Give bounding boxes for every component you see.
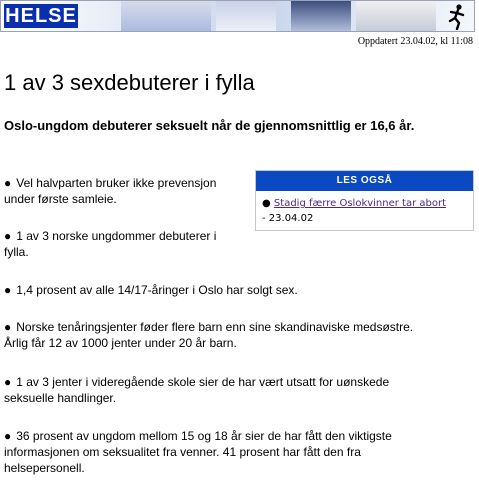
banner-photo [121,1,211,32]
list-item: ● Norske tenåringsjenter føder flere barn enn sine skandinaviske medsøstre. Årlig får 12 av 1000 jenter under 20 år barn. [4,320,414,350]
list-item: ● 1 av 3 jenter i videregående skole sier de har vært utsatt for uønskede seksuelle handlinger. [4,375,390,405]
related-article-link[interactable]: Stadig færre Oslokvinner tar abort [273,198,447,209]
page-title: 1 av 3 sexdebuterer i fylla [4,70,255,95]
bullet-icon: ● [4,283,12,297]
related-article-date: - 23.04.02 [262,213,314,224]
list-item: ● Vel halvparten bruker ikke prevensjon under første samleie. [4,176,217,206]
bullet-icon: ● [262,198,271,209]
bullet-icon: ● [4,229,12,243]
banner-photo [356,1,436,32]
article-lede: Oslo-ungdom debuterer seksuelt når de gjennomsnittlig er 16,6 år. [4,118,415,133]
list-item: ● 1,4 prosent av alle 14/17-åringer i Oslo har solgt sex. [4,283,298,297]
section-banner [0,0,475,32]
bullet-icon: ● [4,320,12,334]
related-articles-box [255,170,474,231]
updated-timestamp: Oppdatert 23.04.02, kl 11:08 [357,36,473,47]
bullet-icon: ● [4,176,12,190]
list-item: ● 1 av 3 norske ungdommer debuterer i fylla. [4,229,217,259]
bullet-icon: ● [4,429,12,443]
banner-photo [216,1,276,32]
list-item: ● 36 prosent av ungdom mellom 15 og 18 år sier de har fått den viktigste informasjonen om seksualitet fra venner. 41 prosent har fått den fra helsepersonell. [4,429,392,475]
related-articles-heading: LES OGSÅ [256,171,473,191]
related-articles-body [256,191,473,230]
section-title: HELSE [5,5,77,27]
banner-photo [291,1,351,32]
runner-icon [446,4,468,30]
bullet-icon: ● [4,375,12,389]
